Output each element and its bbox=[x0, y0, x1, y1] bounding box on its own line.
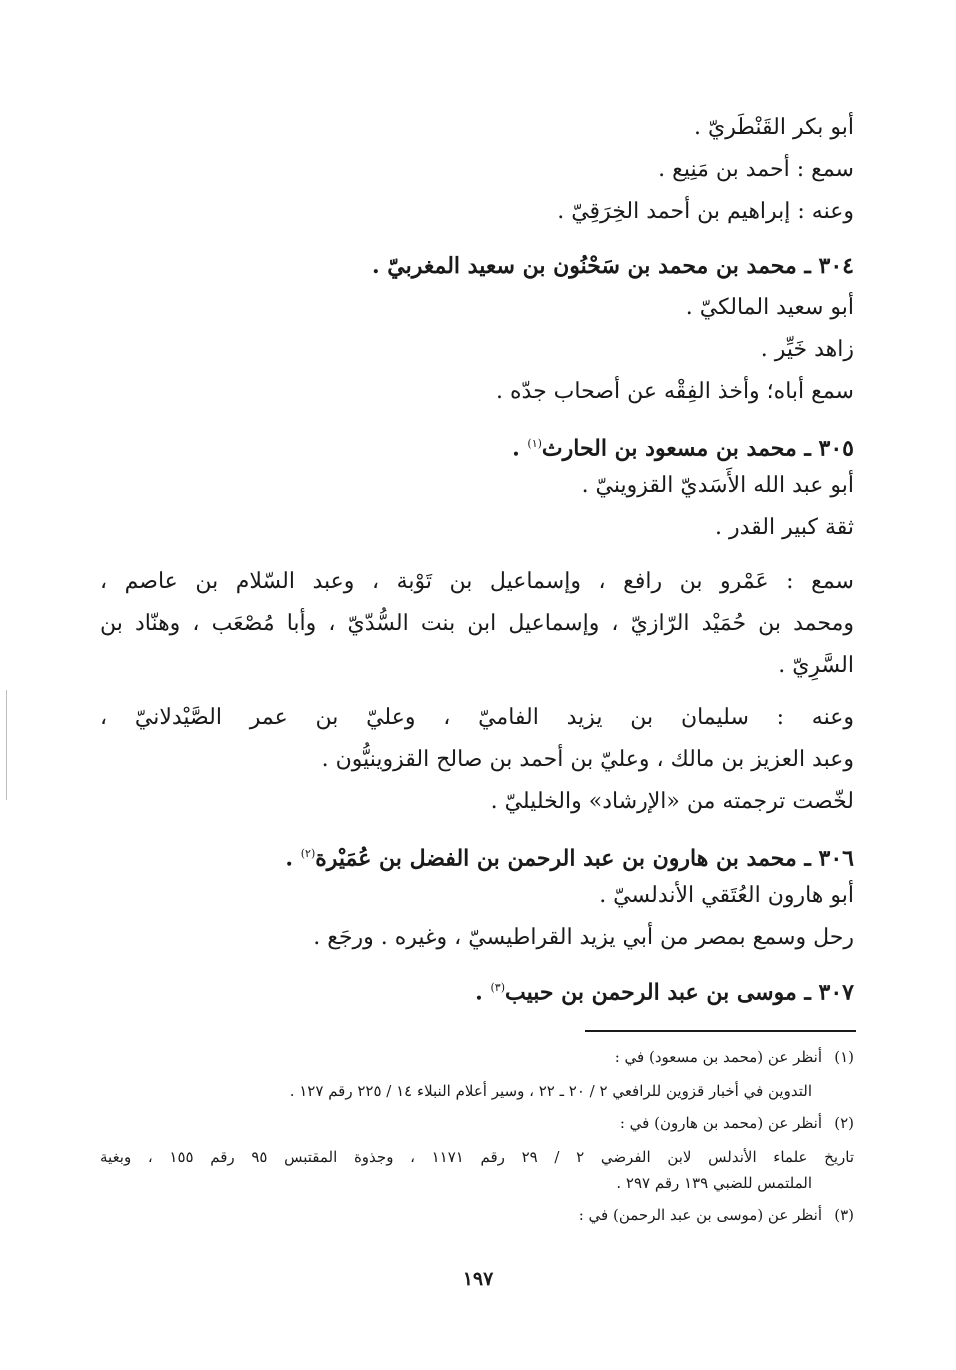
text-line: وعنه : إبراهيم بن أحمد الخِرَقِيّ . bbox=[557, 199, 854, 224]
footnote-divider bbox=[585, 1030, 856, 1032]
footnote-number: (٢) bbox=[834, 1114, 854, 1132]
footnote-ref: (٢) bbox=[300, 847, 316, 860]
footnote-line: تاريخ علماء الأندلس لابن الفرضي ٢ / ٢٩ رقم ١١٧١ ، وجذوة المقتبس ٩٥ رقم ١٥٥ ، وبغية bbox=[100, 1148, 854, 1166]
text-line: أبو عبد الله الأَسَديّ القزوينيّ . bbox=[581, 473, 854, 498]
text-line: لخّصت ترجمته من «الإرشاد» والخليليّ . bbox=[490, 789, 854, 814]
footnote-ref: (١) bbox=[527, 437, 542, 450]
heading-text: ٣٠٥ ـ محمد بن مسعود بن الحارث bbox=[541, 435, 854, 462]
entry-heading-304: ٣٠٤ ـ محمد بن محمد بن سَحْنُون بن سعيد المغربيّ . bbox=[371, 253, 854, 279]
heading-end: . bbox=[475, 979, 491, 1006]
heading-end: . bbox=[285, 845, 301, 872]
footnote-line: التدوين في أخبار قزوين للرافعي ٢ / ٢٠ ـ ٢٢ ، وسير أعلام النبلاء ١٤ / ٢٢٥ رقم ١٢٧ . bbox=[289, 1082, 812, 1100]
footnote bbox=[615, 1046, 854, 1068]
heading-end: . bbox=[512, 435, 528, 462]
text-line: وعنه : سليمان بن يزيد الفاميّ ، وعليّ بن عمر الصَّيْدلانيّ ، bbox=[100, 705, 854, 730]
text-line: سمع : عَمْرو بن رافع ، وإسماعيل بن تَوْبة ، وعبد السّلام بن عاصم ، bbox=[100, 569, 854, 594]
footnote-number: (١) bbox=[834, 1048, 854, 1066]
footnote-text: أنظر عن (موسى بن عبد الرحمن) في : bbox=[578, 1206, 822, 1224]
footnote bbox=[620, 1112, 854, 1134]
footnote-number: (٣) bbox=[834, 1206, 854, 1224]
footnote-line: الملتمس للضبي ١٣٩ رقم ٢٩٧ . bbox=[616, 1174, 812, 1192]
footnote-text: أنظر عن (محمد بن هارون) في : bbox=[619, 1114, 822, 1132]
text-line: سمع : أحمد بن مَنِيع . bbox=[658, 157, 854, 182]
text-line: رحل وسمع بمصر من أبي يزيد القراطيسيّ ، وغيره . ورجَع . bbox=[313, 925, 854, 950]
page-number: ١٩٧ bbox=[462, 1268, 494, 1290]
text-line: ومحمد بن حُمَيْد الرّازيّ ، وإسماعيل ابن بنت السُّدّيّ ، وأبا مُصْعَب ، وهنّاد بن bbox=[100, 611, 854, 636]
heading-text: ٣٠٧ ـ موسى بن عبد الرحمن بن حبيب bbox=[505, 979, 854, 1006]
binding-shadow bbox=[6, 690, 7, 800]
heading-text: ٣٠٦ ـ محمد بن هارون بن عبد الرحمن بن الفضل بن عُمَيْرة bbox=[315, 845, 854, 872]
footnote-text: أنظر عن (محمد بن مسعود) في : bbox=[614, 1048, 822, 1066]
text-line: وعبد العزيز بن مالك ، وعليّ بن أحمد بن صالح القزوينيُّون . bbox=[321, 747, 854, 772]
text-line: ثقة كبير القدر . bbox=[714, 515, 854, 540]
entry-heading-307 bbox=[475, 968, 854, 1012]
text-line: السَّرِيّ . bbox=[778, 653, 854, 678]
text-line: أبو بكر القَنْطَريّ . bbox=[694, 115, 854, 140]
entry-heading-306 bbox=[285, 834, 854, 878]
entry-heading-305 bbox=[512, 424, 854, 468]
text-line: أبو سعيد المالكيّ . bbox=[685, 295, 854, 320]
footnote-ref: (٣) bbox=[490, 981, 505, 994]
footnote bbox=[579, 1204, 854, 1226]
text-line: زاهد خَيِّر . bbox=[760, 337, 854, 362]
text-line: أبو هارون العُتَقي الأندلسيّ . bbox=[599, 883, 854, 908]
text-line: سمع أباه؛ وأخذ الفِقْه عن أصحاب جدّه . bbox=[496, 379, 854, 404]
